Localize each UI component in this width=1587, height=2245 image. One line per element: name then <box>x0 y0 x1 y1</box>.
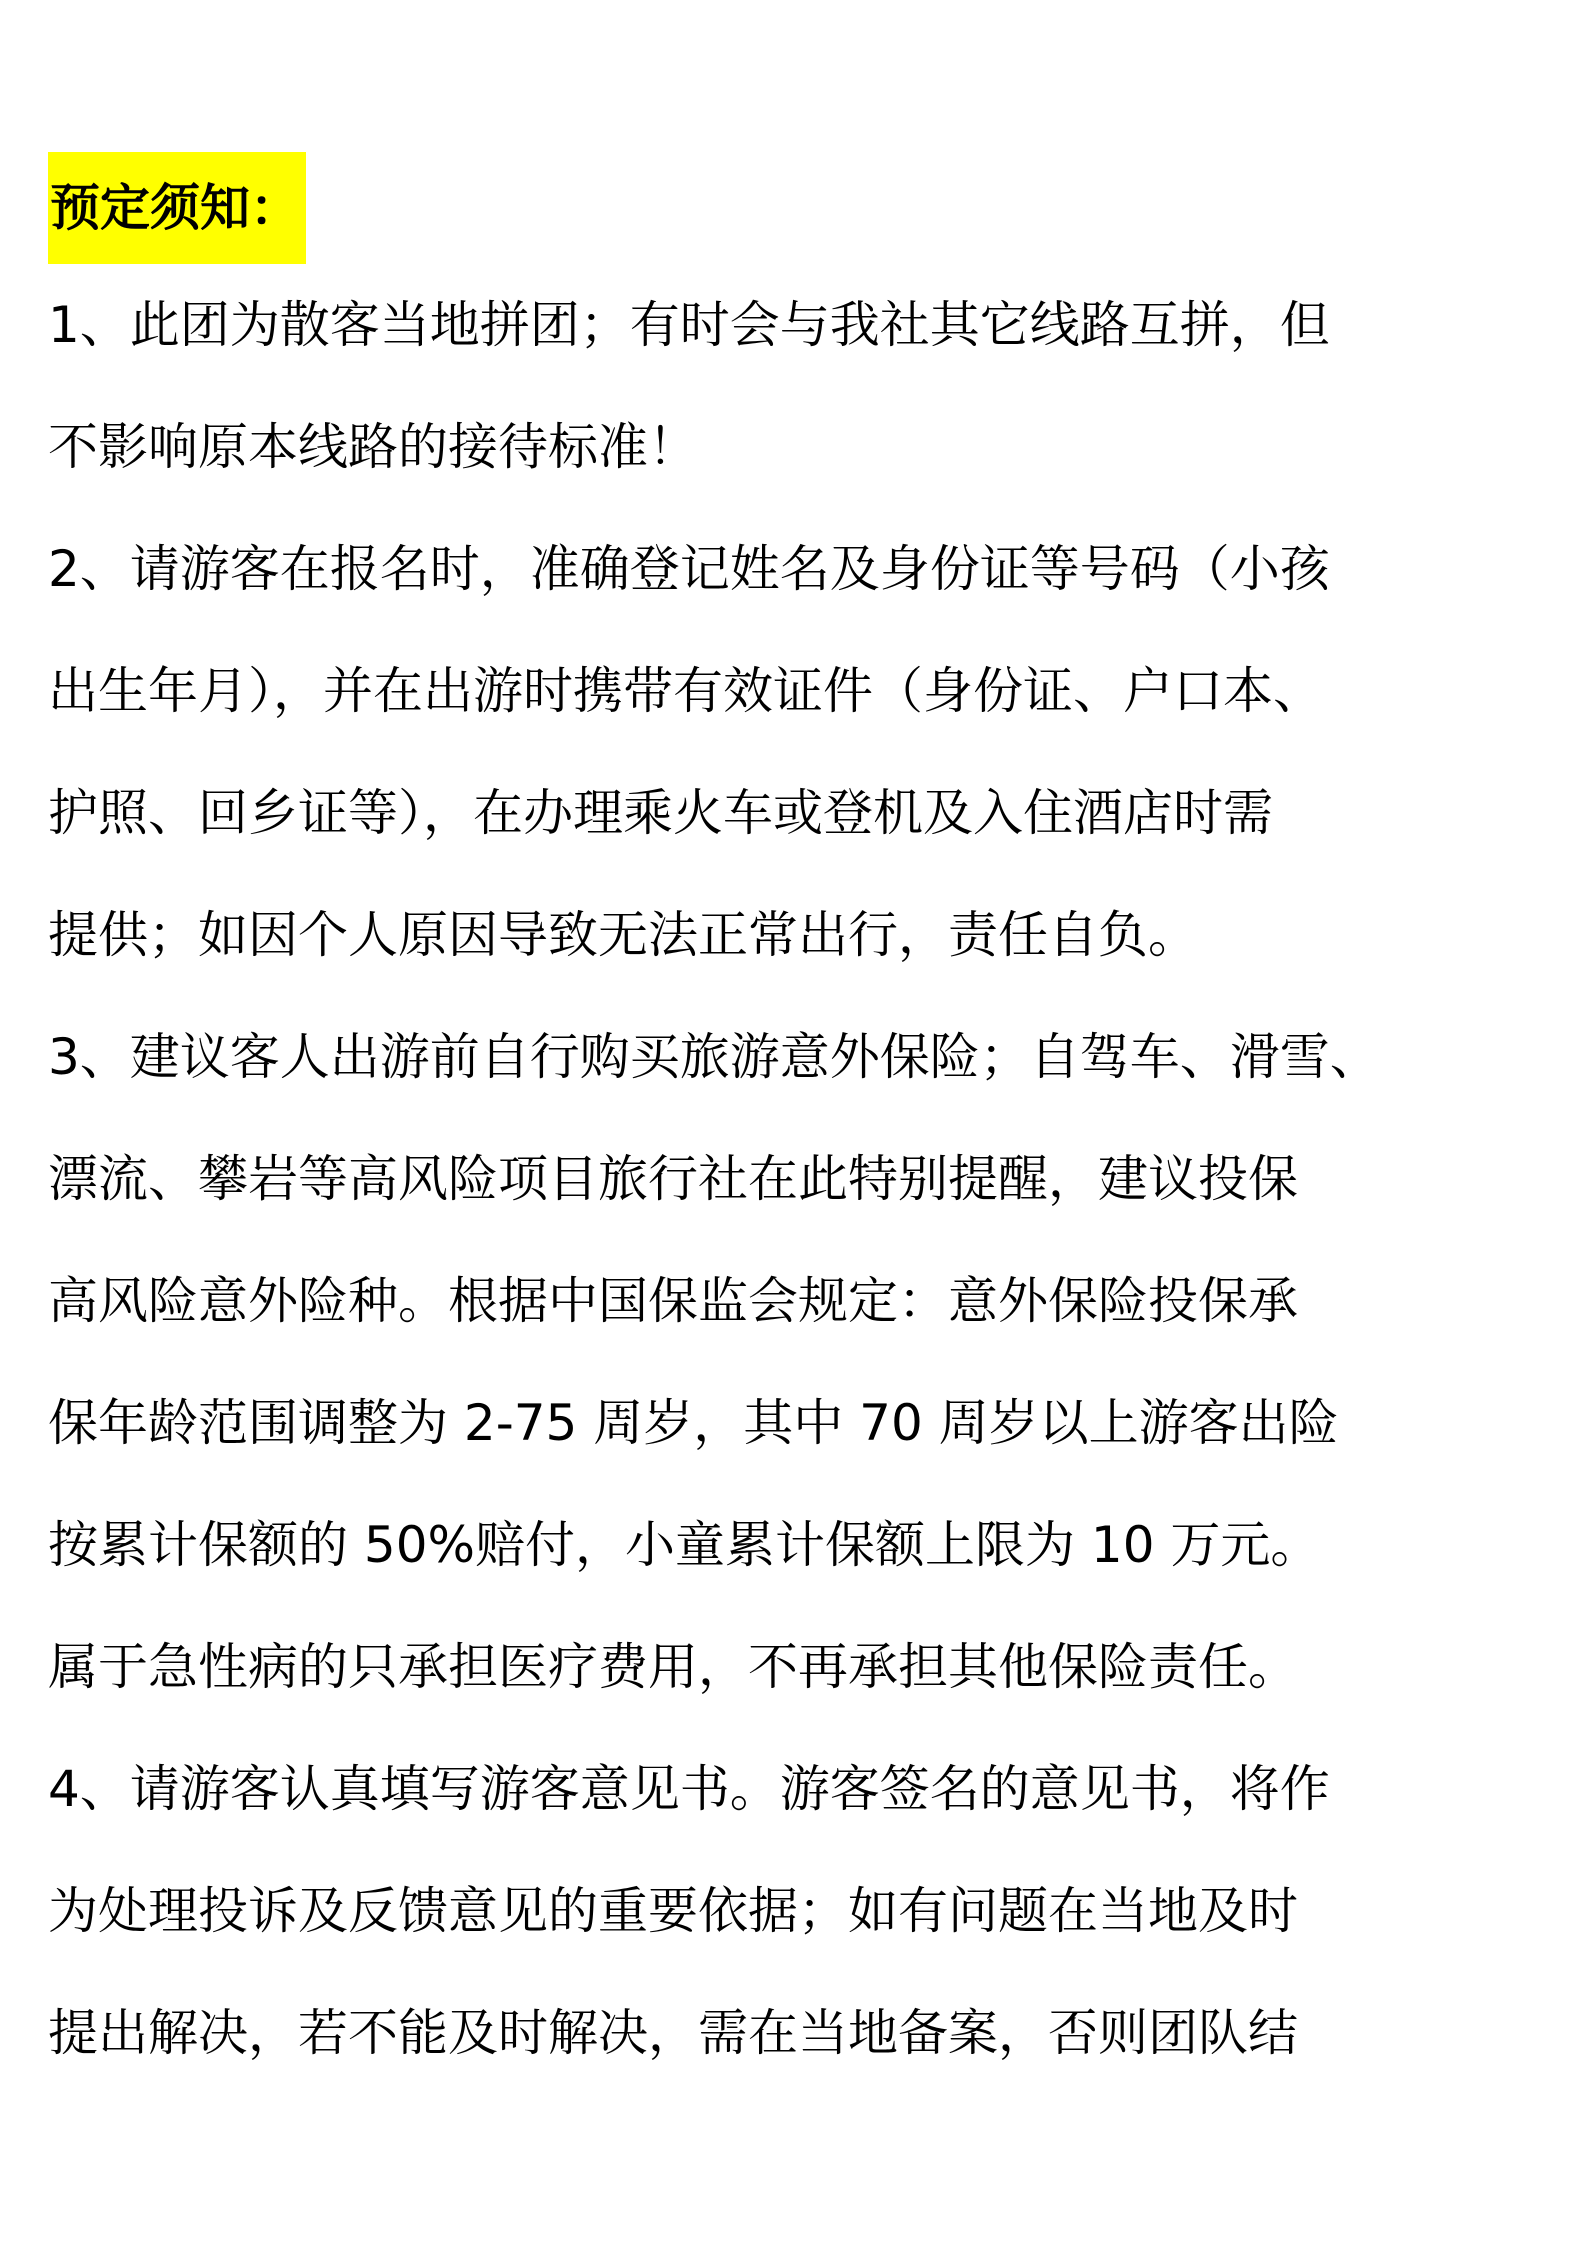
notice-line: 3、建议客人出游前自行购买旅游意外保险；自驾车、滑雪、 <box>48 1028 1380 1086</box>
notice-line: 提出解决，若不能及时解决，需在当地备案，否则团队结 <box>48 2004 1298 2062</box>
notice-line: 2、请游客在报名时，准确登记姓名及身份证等号码（小孩 <box>48 540 1330 598</box>
notice-line: 提供；如因个人原因导致无法正常出行，责任自负。 <box>48 906 1198 964</box>
notice-line: 按累计保额的 50%赔付，小童累计保额上限为 10 万元。 <box>48 1516 1321 1574</box>
notice-line: 漂流、攀岩等高风险项目旅行社在此特别提醒，建议投保 <box>48 1150 1298 1208</box>
notice-line: 出生年月），并在出游时携带有效证件（身份证、户口本、 <box>48 662 1323 720</box>
notice-line: 保年龄范围调整为 2-75 周岁，其中 70 周岁以上游客出险 <box>48 1394 1339 1452</box>
notice-line: 1、此团为散客当地拼团；有时会与我社其它线路互拼，但 <box>48 296 1330 354</box>
notice-title-row <box>48 152 1548 264</box>
notice-document <box>48 152 1548 2094</box>
notice-line: 4、请游客认真填写游客意见书。游客签名的意见书，将作 <box>48 1760 1330 1818</box>
notice-line: 不影响原本线路的接待标准！ <box>48 418 698 476</box>
notice-body <box>48 264 1548 2094</box>
notice-line: 高风险意外险种。根据中国保监会规定：意外保险投保承 <box>48 1272 1298 1330</box>
notice-title: 预定须知： <box>48 152 306 264</box>
notice-line: 护照、回乡证等），在办理乘火车或登机及入住酒店时需 <box>48 784 1273 842</box>
notice-line: 为处理投诉及反馈意见的重要依据；如有问题在当地及时 <box>48 1882 1298 1940</box>
notice-line: 属于急性病的只承担医疗费用，不再承担其他保险责任。 <box>48 1638 1298 1696</box>
